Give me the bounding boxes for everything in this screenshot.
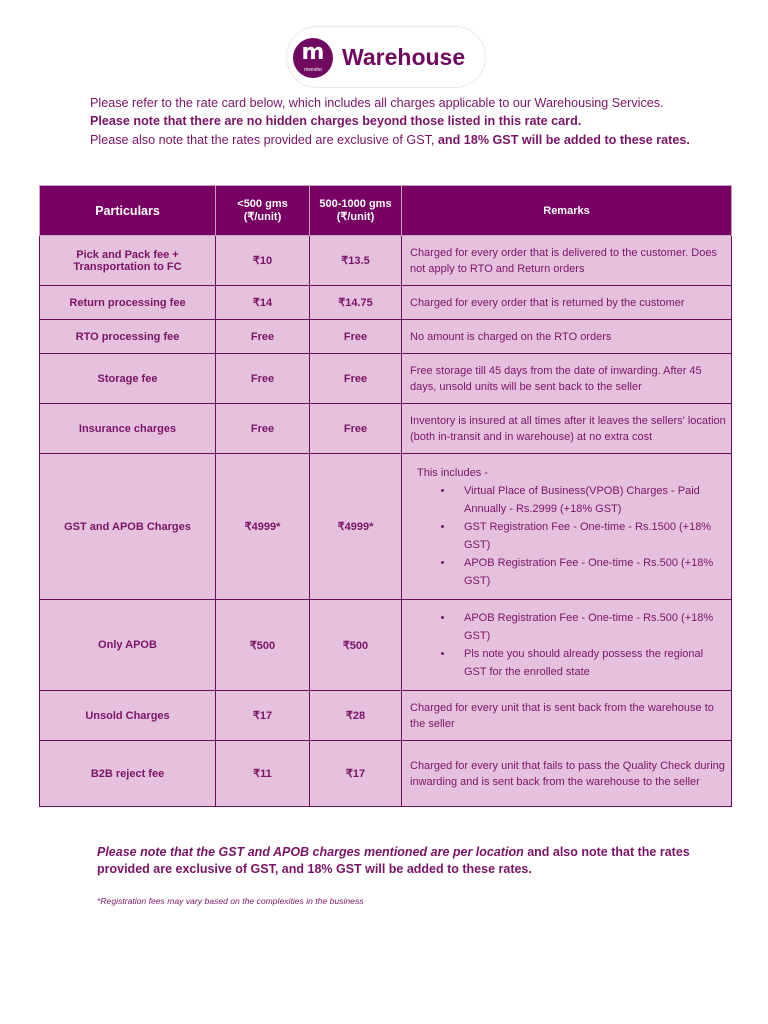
intro-text-2-bold: and 18% GST will be added to these rates. bbox=[437, 132, 690, 147]
page-header bbox=[0, 26, 768, 88]
table-row bbox=[40, 454, 732, 600]
cell-particular: Unsold Charges bbox=[40, 691, 216, 741]
cell-rate-small: ₹10 bbox=[216, 236, 310, 286]
remarks-list bbox=[410, 609, 727, 681]
cell-rate-large: ₹13.5 bbox=[310, 236, 402, 286]
cell-rate-small: ₹17 bbox=[216, 691, 310, 741]
cell-rate-large: ₹14.75 bbox=[310, 286, 402, 320]
cell-particular: Storage fee bbox=[40, 354, 216, 404]
cell-remarks: Inventory is insured at all times after it leaves the sellers' location (both in-transit and in warehouse) at no extra cost bbox=[402, 404, 732, 454]
list-item: • APOB Registration Fee - One-time - Rs.500 (+18% GST) bbox=[454, 609, 727, 645]
header-rate-small: <500 gms (₹/unit) bbox=[216, 186, 310, 236]
cell-remarks: Charged for every unit that is sent back from the warehouse to the seller bbox=[402, 691, 732, 741]
logo-letter: m bbox=[301, 40, 325, 65]
table-row bbox=[40, 286, 732, 320]
brand-title: Warehouse bbox=[342, 44, 466, 70]
cell-particular: B2B reject fee bbox=[40, 741, 216, 807]
cell-rate-small: ₹500 bbox=[216, 600, 310, 691]
cell-rate-small: ₹11 bbox=[216, 741, 310, 807]
cell-rate-small: Free bbox=[216, 404, 310, 454]
rate-card-table bbox=[39, 185, 732, 807]
cell-particular: Pick and Pack fee + Transportation to FC bbox=[40, 236, 216, 286]
cell-rate-large: ₹17 bbox=[310, 741, 402, 807]
table-header-row bbox=[40, 186, 732, 236]
header-particulars: Particulars bbox=[40, 186, 216, 236]
cell-rate-small: ₹4999* bbox=[216, 454, 310, 600]
cell-rate-large: Free bbox=[310, 354, 402, 404]
cell-remarks: Charged for every order that is returned by the customer bbox=[402, 286, 732, 320]
intro-text-1-bold: Please note that there are no hidden charges beyond those listed in this rate card. bbox=[90, 114, 582, 129]
cell-rate-small: ₹14 bbox=[216, 286, 310, 320]
cell-rate-large: Free bbox=[310, 404, 402, 454]
gst-note-rest: and also note that the rates provided are exclusive of GST, and 18% GST will be added to these rates. bbox=[97, 845, 690, 876]
list-item: • GST Registration Fee - One-time - Rs.1500 (+18% GST) bbox=[454, 518, 727, 554]
cell-rate-large: ₹4999* bbox=[310, 454, 402, 600]
footnote: *Registration fees may vary based on the complexities in the business bbox=[97, 896, 364, 906]
logo-wordmark: meesho bbox=[304, 67, 322, 73]
list-item: • APOB Registration Fee - One-time - Rs.500 (+18% GST) bbox=[454, 554, 727, 590]
cell-remarks: Charged for every order that is delivered to the customer. Does not apply to RTO and Return orders bbox=[402, 236, 732, 286]
meesho-logo-icon bbox=[293, 38, 333, 78]
table-row bbox=[40, 320, 732, 354]
table-row bbox=[40, 236, 732, 286]
cell-particular: GST and APOB Charges bbox=[40, 454, 216, 600]
header-rate-large: 500-1000 gms (₹/unit) bbox=[310, 186, 402, 236]
gst-note-italic: Please note that the GST and APOB charges mentioned are per location bbox=[97, 845, 524, 859]
table-row bbox=[40, 404, 732, 454]
header-remarks: Remarks bbox=[402, 186, 732, 236]
list-item: • Virtual Place of Business(VPOB) Charges - Paid Annually - Rs.2999 (+18% GST) bbox=[454, 482, 727, 518]
table-row bbox=[40, 741, 732, 807]
table-row bbox=[40, 600, 732, 691]
cell-rate-small: Free bbox=[216, 354, 310, 404]
cell-particular: Return processing fee bbox=[40, 286, 216, 320]
gst-note bbox=[97, 844, 697, 878]
table-row bbox=[40, 691, 732, 741]
cell-rate-large: ₹500 bbox=[310, 600, 402, 691]
cell-rate-large: Free bbox=[310, 320, 402, 354]
cell-particular: Insurance charges bbox=[40, 404, 216, 454]
cell-rate-large: ₹28 bbox=[310, 691, 402, 741]
cell-remarks: Free storage till 45 days from the date of inwarding. After 45 days, unsold units will be sent back to the seller bbox=[402, 354, 732, 404]
cell-remarks bbox=[402, 454, 732, 600]
table-row bbox=[40, 354, 732, 404]
remarks-list bbox=[410, 482, 727, 590]
cell-rate-small: Free bbox=[216, 320, 310, 354]
intro-text-2: Please also note that the rates provided are exclusive of GST, bbox=[90, 132, 438, 147]
cell-remarks bbox=[402, 600, 732, 691]
intro-text-1: Please refer to the rate card below, which includes all charges applicable to our Warehousing Services. bbox=[90, 96, 664, 110]
list-item: • Pls note you should already possess the regional GST for the enrolled state bbox=[454, 645, 727, 681]
cell-particular: Only APOB bbox=[40, 600, 216, 691]
remarks-lead: This includes - bbox=[417, 466, 488, 479]
cell-particular: RTO processing fee bbox=[40, 320, 216, 354]
cell-remarks: No amount is charged on the RTO orders bbox=[402, 320, 732, 354]
intro-paragraph bbox=[90, 94, 690, 149]
cell-remarks: Charged for every unit that fails to pass the Quality Check during inwarding and is sent back from the warehouse to the seller bbox=[402, 741, 732, 807]
